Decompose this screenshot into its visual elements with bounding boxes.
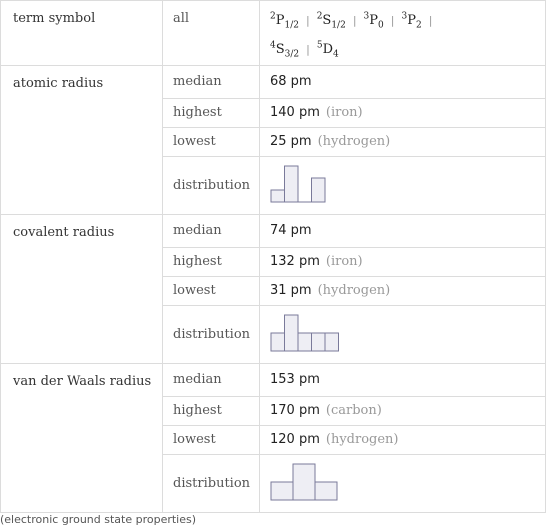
median-value: 68 pm <box>270 74 312 90</box>
distribution-cell <box>260 454 546 512</box>
separator: | <box>306 43 310 57</box>
highest-label: highest <box>163 98 260 127</box>
distribution-histogram <box>270 313 370 355</box>
median-cell <box>260 214 546 247</box>
median-value: 153 pm <box>270 372 320 388</box>
histogram-bar <box>312 178 326 202</box>
histogram-bar <box>271 482 293 500</box>
median-label: median <box>163 65 260 98</box>
histogram-bar <box>285 315 299 351</box>
median-label: median <box>163 214 260 247</box>
highest-value: 140 pm <box>270 105 320 121</box>
distribution-histogram <box>270 462 370 504</box>
highest-note: (carbon) <box>325 403 382 419</box>
highest-note: (iron) <box>325 105 363 121</box>
vdw-radius-median-row <box>1 363 546 396</box>
histogram-bar <box>293 464 315 500</box>
term-symbol-item: $^5D_4$ <box>316 40 339 60</box>
term-symbol-row <box>1 1 546 66</box>
lowest-cell <box>260 425 546 454</box>
distribution-cell <box>260 305 546 363</box>
median-cell <box>260 363 546 396</box>
section-label: covalent radius <box>1 214 163 363</box>
distribution-histogram <box>270 164 370 206</box>
histogram-bar <box>285 166 299 202</box>
median-cell <box>260 65 546 98</box>
lowest-label: lowest <box>163 127 260 156</box>
median-label: median <box>163 363 260 396</box>
histogram-bar <box>312 333 326 351</box>
section-label: atomic radius <box>1 65 163 214</box>
histogram-bar <box>271 333 285 351</box>
distribution-label: distribution <box>163 454 260 512</box>
section-label: van der Waals radius <box>1 363 163 512</box>
highest-label: highest <box>163 247 260 276</box>
lowest-note: (hydrogen) <box>325 432 399 448</box>
all-label: all <box>163 1 260 66</box>
term-symbol-item: $^2S_{1/2}$ <box>316 12 346 31</box>
histogram-bar <box>298 333 312 351</box>
atomic-radius-median-row <box>1 65 546 98</box>
distribution-cell <box>260 156 546 214</box>
term-symbol-item: $^3P_2$ <box>401 12 422 31</box>
term-symbol-label: term symbol <box>1 1 163 66</box>
term-symbol-values <box>270 1 545 65</box>
histogram-bar <box>271 190 285 202</box>
term-symbol-item: $^4S_{3/2}$ <box>270 40 300 60</box>
distribution-label: distribution <box>163 305 260 363</box>
highest-value: 170 pm <box>270 403 320 419</box>
lowest-value: 25 pm <box>270 134 312 150</box>
median-value: 74 pm <box>270 223 312 239</box>
histogram-bar <box>315 482 337 500</box>
separator: | <box>390 14 395 28</box>
highest-value: 132 pm <box>270 254 320 270</box>
footer-note: (electronic ground state properties) <box>0 513 197 526</box>
term-symbol-item: $^2P_{1/2}$ <box>270 12 299 31</box>
highest-note: (iron) <box>325 254 363 270</box>
histogram-bar <box>325 333 339 351</box>
highest-cell <box>260 396 546 425</box>
term-symbol-item: $^3P_0$ <box>363 12 384 31</box>
separator: | <box>305 14 310 28</box>
highest-cell <box>260 98 546 127</box>
lowest-cell <box>260 127 546 156</box>
lowest-cell <box>260 276 546 305</box>
lowest-value: 120 pm <box>270 432 320 448</box>
separator: | <box>352 14 357 28</box>
lowest-label: lowest <box>163 276 260 305</box>
distribution-label: distribution <box>163 156 260 214</box>
lowest-value: 31 pm <box>270 283 312 299</box>
separator: | <box>428 14 433 28</box>
covalent-radius-median-row <box>1 214 546 247</box>
highest-label: highest <box>163 396 260 425</box>
lowest-note: (hydrogen) <box>317 283 391 299</box>
term-symbol-list <box>260 1 546 66</box>
lowest-label: lowest <box>163 425 260 454</box>
highest-cell <box>260 247 546 276</box>
lowest-note: (hydrogen) <box>317 134 391 150</box>
